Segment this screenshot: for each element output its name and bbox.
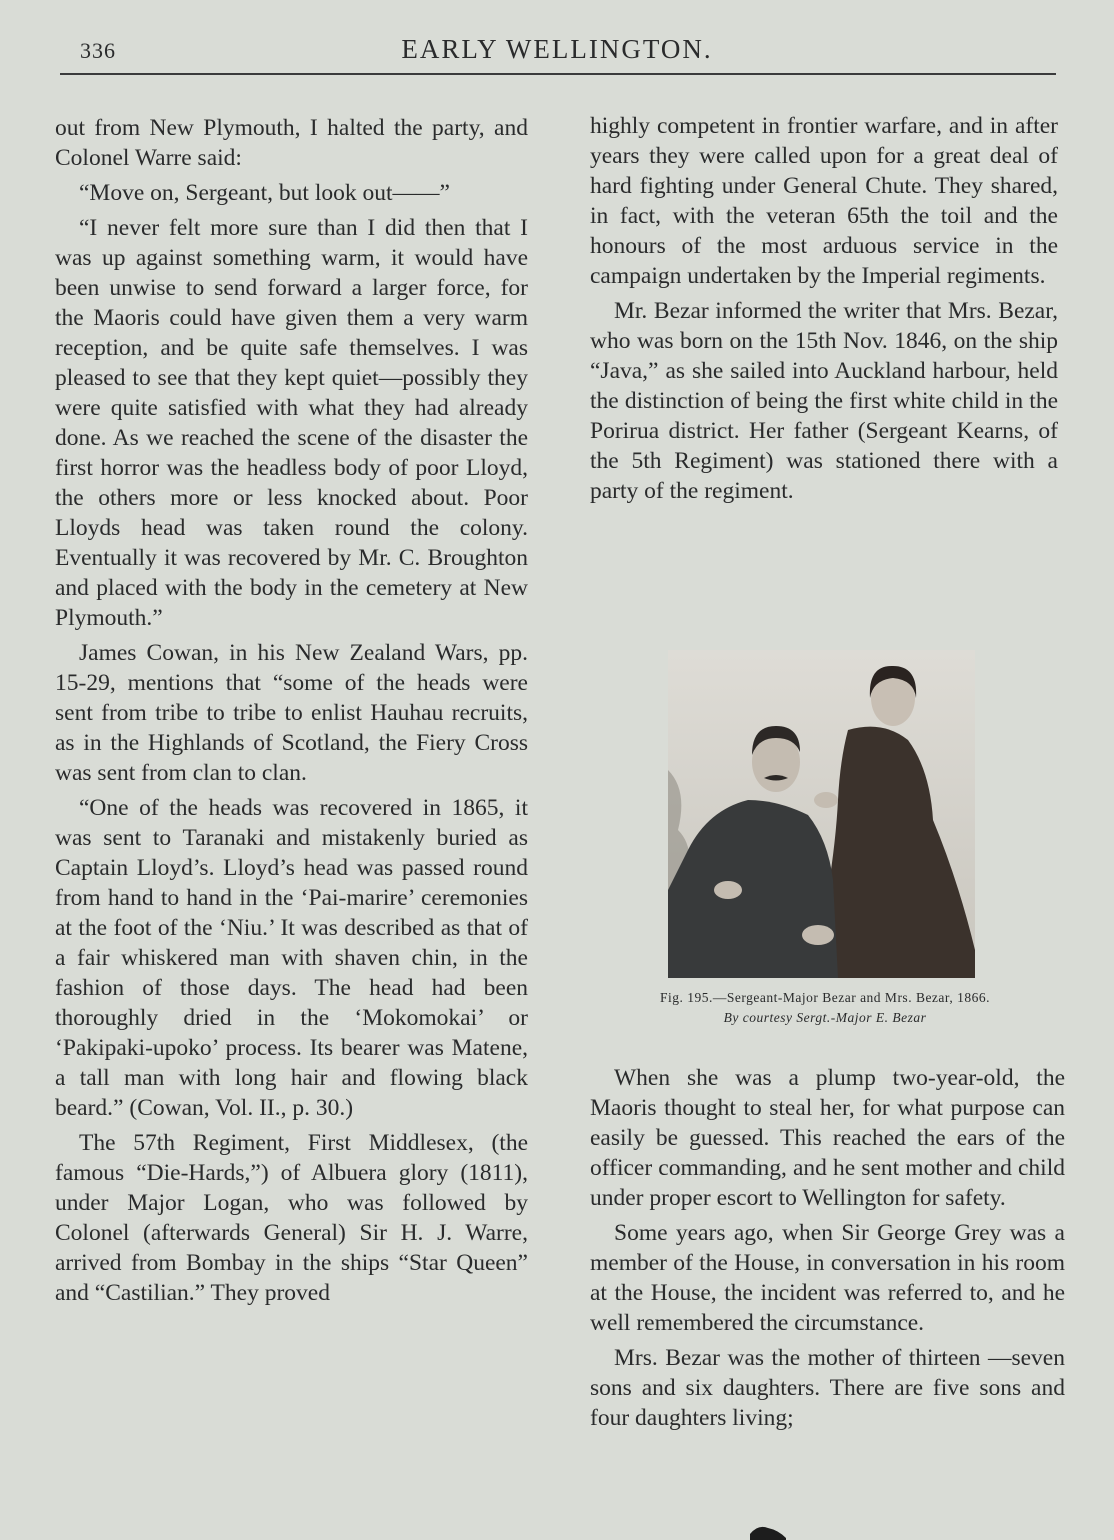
paragraph: When she was a plump two-year-old, the Maoris thought to steal her, for what purpose can easily be guessed. This reached the ears of the officer commanding, and he sent mother and child under proper escort to Wellington for safety. [590, 1065, 1065, 1211]
right-column-bottom [590, 1063, 1065, 1438]
paragraph: “Move on, Sergeant, but look out——” [79, 180, 450, 206]
page-number: 336 [80, 38, 116, 63]
left-column [55, 113, 528, 1313]
paragraph: “One of the heads was recovered in 1865, it was sent to Taranaki and mistakenly buried as Captain Lloyd’s. Lloyd’s head was passed round from hand to hand in the ‘Pai-marire’ ceremonies at the foot of the ‘Niu.’ It was described as that of a fair whiskered man with shaven chin, in the fashion of those days. The head had been thoroughly dried in the ‘Mokomokai’ or ‘Pakipaki-upoko’ process. Its bearer was Matene, a tall man with long hair and flowing black beard.” (Cowan, Vol. II., p. 30.) [55, 795, 528, 1121]
running-head: EARLY WELLINGTON. [401, 34, 713, 64]
paragraph: out from New Plymouth, I halted the party, and Colonel Warre said: [55, 115, 528, 171]
figure-caption [590, 988, 1060, 1028]
paragraph: Mrs. Bezar was the mother of thirteen —seven sons and six daughters. There are five sons and four daughters living; [590, 1345, 1065, 1431]
caption-text: Fig. 195.—Sergeant-Major Bezar and Mrs. Bezar, 1866. [659, 990, 990, 1005]
ink-blot [748, 1520, 788, 1540]
paragraph: “I never felt more sure than I did then that I was up against something warm, it would have been unwise to send forward a larger force, for the Maoris could have given them a very warm reception, and be quite safe themselves. I was pleased to see that they kept quiet—possibly they were quite satisfied with what they had already done. As we reached the scene of the disaster the first horror was the headless body of poor Lloyd, the others more or less knocked about. Poor Lloyds head was taken round the colony. Eventually it was recovered by Mr. C. Broughton and placed with the body in the cemetery at New Plymouth.” [55, 215, 528, 631]
caption-credit: By courtesy Sergt.-Major E. Bezar [723, 1010, 927, 1025]
right-column-top [590, 111, 1058, 511]
paragraph: The 57th Regiment, First Middlesex, (the famous “Die-Hards,”) of Albuera glory (1811), under Major Logan, who was followed by Colonel (afterwards General) Sir H. J. Warre, arrived from Bombay in the ships “Star Queen” and “Castilian.” They proved [55, 1130, 528, 1306]
portrait-photo [668, 650, 975, 978]
paragraph: James Cowan, in his New Zealand Wars, pp. 15-29, mentions that “some of the heads were sent from tribe to tribe to enlist Hauhau recruits, as in the Highlands of Scotland, the Fiery Cross was sent from clan to clan. [55, 640, 528, 786]
paragraph: Mr. Bezar informed the writer that Mrs. Bezar, who was born on the 15th Nov. 1846, on the ship “Java,” as she sailed into Auckland harbour, held the distinction of being the first white child in the Porirua district. Her father (Sergeant Kearns, of the 5th Regiment) was stationed there with a party of the regiment. [590, 298, 1058, 504]
paragraph: highly competent in frontier warfare, and in after years they were called upon for a great deal of hard fighting under General Chute. They shared, in fact, with the veteran 65th the toil and the honours of the most arduous service in the campaign undertaken by the Imperial regiments. [590, 113, 1058, 289]
paragraph: Some years ago, when Sir George Grey was a member of the House, in conversation in his room at the House, the incident was referred to, and he well remembered the circumstance. [590, 1220, 1065, 1336]
header-rule [60, 73, 1056, 75]
